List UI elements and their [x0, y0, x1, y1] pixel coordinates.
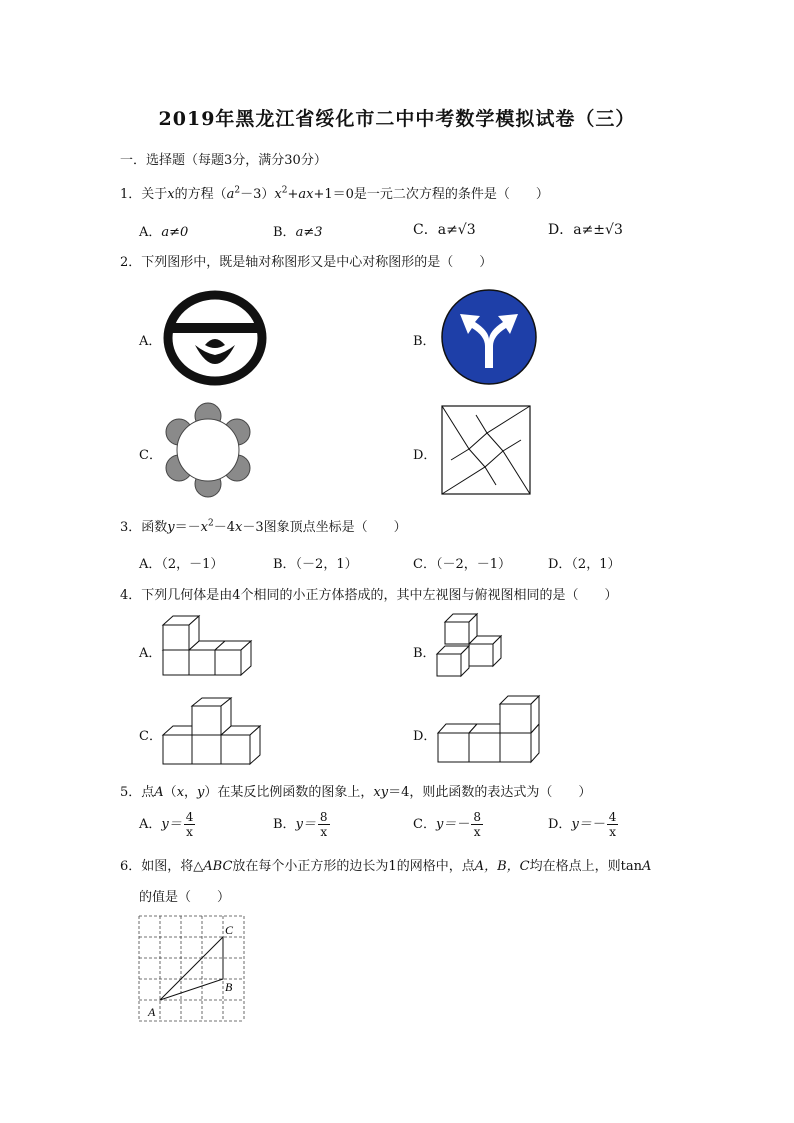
question-2-figure-a	[165, 293, 265, 383]
question-1-option-a: A．a≠0	[139, 225, 189, 240]
question-1-option-d: D．a≠±√3	[548, 222, 623, 238]
point-b-label: B	[225, 980, 233, 994]
triangle-abc	[160, 937, 223, 1000]
question-1-stem: 1．关于x的方程$(a^2-3)x^2+ax+1=0$是一元二次方程的条件是（ ）	[120, 185, 549, 202]
question-5-option-b: B．y＝ $\frac{8}{x}$	[273, 810, 328, 839]
question-3-option-a: A．（2，－1）	[139, 557, 224, 572]
point-c-label: C	[225, 923, 234, 937]
question-6-stem-line-2: 的值是（ ）	[139, 890, 231, 905]
question-4-figure-b	[435, 612, 511, 680]
question-5-option-a: A．y＝ $\frac{4}{x}$	[139, 810, 194, 839]
question-4-figure-c	[160, 697, 262, 767]
question-4-label-d: D．	[413, 729, 437, 744]
question-2-label-b: B．	[413, 334, 436, 349]
question-2-figure-b	[440, 288, 538, 386]
question-5-stem: 5．点A（x，y）在某反比例函数的图象上，xy＝4，则此函数的表达式为（ ）	[120, 785, 592, 800]
question-4-label-c: C．	[139, 729, 162, 744]
question-3-option-b: B．（－2，1）	[273, 557, 358, 572]
question-6-stem-line-1: 6．如图，将△ABC放在每个小正方形的边长为1的网格中，点A，B，C均在格点上，则tanA	[120, 859, 652, 874]
section-heading: 一．选择题（每题3分，满分30分）	[120, 153, 327, 168]
question-3-stem: 3．函数$y=-x^2-4x-3$图象顶点坐标是（ ）	[120, 518, 407, 535]
question-5-option-c: C．y＝－ $\frac{8}{x}$	[413, 810, 481, 839]
question-4-label-a: A．	[139, 646, 162, 661]
question-1-option-b: B．a≠3	[273, 225, 323, 240]
question-2-label-d: D．	[413, 448, 437, 463]
question-4-stem: 4．下列几何体是由4个相同的小正方体搭成的，其中左视图与俯视图相同的是（ ）	[120, 588, 618, 603]
question-4-figure-d	[435, 695, 545, 765]
page-title: 2019年黑龙江省绥化市二中中考数学模拟试卷（三）	[158, 108, 636, 130]
question-2-figure-d	[441, 405, 531, 495]
question-4-figure-a	[160, 615, 260, 677]
question-3-option-d: D．（2，1）	[548, 557, 621, 572]
question-2-label-c: C．	[139, 448, 162, 463]
question-2-label-a: A．	[139, 334, 162, 349]
question-2-stem: 2．下列图形中，既是轴对称图形又是中心对称图形的是（ ）	[120, 255, 493, 270]
question-4-label-b: B．	[413, 646, 436, 661]
question-2-figure-c	[165, 403, 251, 497]
question-1-option-c: C．a≠√3	[413, 222, 476, 238]
question-6-grid-figure	[138, 915, 248, 1025]
point-a-label: A	[148, 1005, 156, 1019]
question-3-option-c: C．（－2，－1）	[413, 557, 511, 572]
question-5-option-d: D．y＝－ $\frac{4}{x}$	[548, 810, 617, 839]
